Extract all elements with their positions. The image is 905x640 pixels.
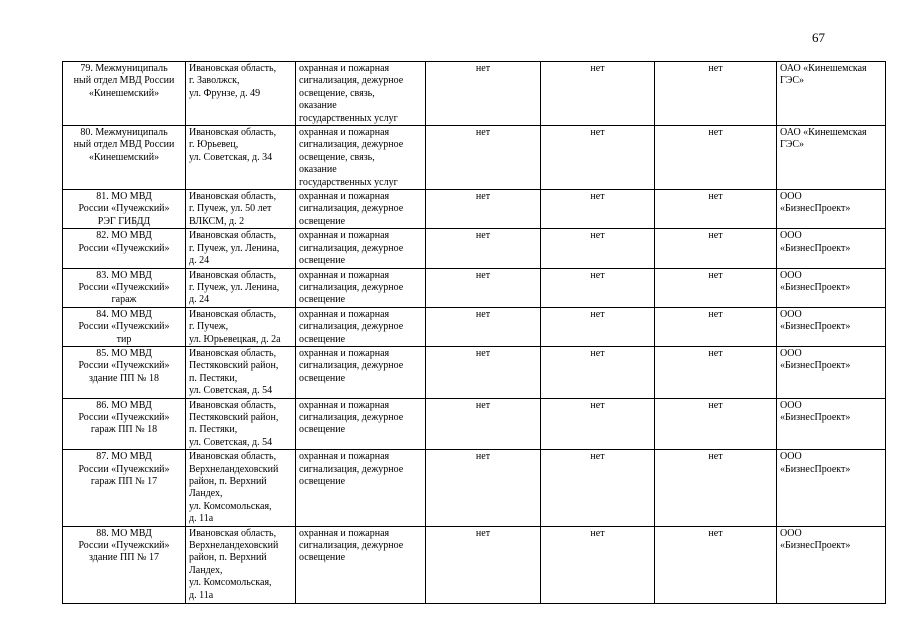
- table-row: [63, 398, 886, 450]
- object-name-cell-text: 88. МО МВД России «Пучежский» здание ПП № 17: [78, 527, 170, 564]
- address-cell-text: Ивановская область, г. Пучеж, ул. Ленина, д. 24: [189, 230, 280, 267]
- equipment-cell-text: охранная и пожарная сигнализация, дежурное освещение: [299, 451, 404, 487]
- address-cell: [186, 307, 296, 346]
- organization-cell: [777, 126, 886, 190]
- organization-cell: [777, 450, 886, 526]
- value-cell-1: [426, 398, 541, 450]
- object-name-cell-text: 85. МО МВД России «Пучежский» здание ПП № 18: [78, 347, 170, 384]
- value-cell-1: [426, 62, 541, 126]
- organization-cell-text: ООО «БизнесПроект»: [780, 308, 851, 333]
- address-cell: [186, 346, 296, 398]
- address-cell-text: Ивановская область, г. Заволжск, ул. Фрунзе, д. 49: [189, 63, 277, 99]
- value-cell-3: [655, 346, 777, 398]
- value-cell-3-text: нет: [708, 347, 723, 359]
- value-cell-1-text: нет: [475, 347, 491, 359]
- value-cell-2: [541, 190, 655, 229]
- value-cell-2: [541, 268, 655, 307]
- value-cell-2-text: нет: [590, 230, 605, 242]
- organization-cell: [777, 398, 886, 450]
- equipment-cell: [296, 268, 426, 307]
- value-cell-3-text: нет: [708, 399, 723, 411]
- object-name-cell: [63, 346, 186, 398]
- objects-table: [62, 61, 886, 604]
- organization-cell: [777, 62, 886, 126]
- value-cell-3-text: нет: [708, 451, 723, 463]
- value-cell-2-text: нет: [590, 527, 605, 539]
- value-cell-2: [541, 526, 655, 603]
- table-row: [63, 268, 886, 307]
- address-cell-text: Ивановская область, г. Пучеж, ул. Юрьевецкая, д. 2а: [189, 308, 281, 345]
- organization-cell-text: ООО «БизнесПроект»: [780, 399, 851, 423]
- address-cell-text: Ивановская область, Пестяковский район, п. Пестяки, ул. Советская, д. 54: [189, 347, 279, 397]
- value-cell-2-text: нет: [590, 127, 605, 139]
- table-row: [63, 346, 886, 398]
- value-cell-3: [655, 126, 777, 190]
- value-cell-1: [426, 346, 541, 398]
- value-cell-2-text: нет: [590, 308, 605, 320]
- table-row: [63, 229, 886, 268]
- organization-cell: [777, 190, 886, 229]
- equipment-cell: [296, 126, 426, 190]
- value-cell-3: [655, 450, 777, 526]
- address-cell-text: Ивановская область, Пестяковский район, п. Пестяки, ул. Советская, д. 54: [189, 399, 279, 448]
- organization-cell: [777, 229, 886, 268]
- value-cell-1: [426, 126, 541, 190]
- organization-cell-text: ООО «БизнесПроект»: [780, 230, 851, 254]
- value-cell-2: [541, 307, 655, 346]
- value-cell-2-text: нет: [590, 269, 605, 281]
- value-cell-1: [426, 450, 541, 526]
- value-cell-3-text: нет: [708, 308, 723, 320]
- object-name-cell-text: 86. МО МВД России «Пучежский» гараж ПП № 18: [78, 399, 170, 436]
- organization-cell: [777, 268, 886, 307]
- equipment-cell: [296, 190, 426, 229]
- organization-cell-text: ОАО «Кинешемская ГЭС»: [780, 127, 867, 151]
- value-cell-1: [426, 526, 541, 603]
- value-cell-1: [426, 190, 541, 229]
- value-cell-3: [655, 398, 777, 450]
- value-cell-3: [655, 526, 777, 603]
- value-cell-1-text: нет: [475, 127, 491, 139]
- organization-cell-text: ООО «БизнесПроект»: [780, 269, 851, 293]
- value-cell-1-text: нет: [475, 308, 491, 320]
- object-name-cell: [63, 526, 186, 603]
- equipment-cell-text: охранная и пожарная сигнализация, дежурное освещение: [299, 269, 404, 306]
- value-cell-2-text: нет: [590, 399, 605, 411]
- object-name-cell: [63, 398, 186, 450]
- equipment-cell: [296, 346, 426, 398]
- value-cell-1-text: нет: [475, 451, 491, 463]
- value-cell-1-text: нет: [475, 399, 491, 411]
- value-cell-2-text: нет: [590, 191, 605, 203]
- equipment-cell-text: охранная и пожарная сигнализация, дежурное освещение: [299, 191, 404, 227]
- value-cell-1: [426, 268, 541, 307]
- organization-cell-text: ОАО «Кинешемская ГЭС»: [780, 63, 867, 87]
- organization-cell: [777, 307, 886, 346]
- value-cell-1-text: нет: [475, 269, 491, 281]
- organization-cell-text: ООО «БизнесПроект»: [780, 191, 851, 215]
- value-cell-3: [655, 229, 777, 268]
- value-cell-2: [541, 229, 655, 268]
- value-cell-2: [541, 62, 655, 126]
- value-cell-1-text: нет: [475, 230, 491, 242]
- table-row: [63, 307, 886, 346]
- address-cell-text: Ивановская область, Верхнеландеховский район, п. Верхний Ландех, ул. Комсомольская, д. 11а: [189, 451, 279, 525]
- value-cell-3-text: нет: [708, 191, 723, 203]
- object-name-cell-text: 87. МО МВД России «Пучежский» гараж ПП № 17: [78, 451, 170, 487]
- object-name-cell-text: 79. Межмуниципаль ный отдел МВД России «Кинешемский»: [73, 63, 175, 99]
- address-cell: [186, 268, 296, 307]
- table-row: [63, 190, 886, 229]
- equipment-cell-text: охранная и пожарная сигнализация, дежурное освещение: [299, 399, 404, 436]
- value-cell-1-text: нет: [475, 527, 491, 539]
- value-cell-3-text: нет: [708, 127, 723, 139]
- object-name-cell-text: 83. МО МВД России «Пучежский» гараж: [78, 269, 170, 306]
- object-name-cell: [63, 307, 186, 346]
- equipment-cell: [296, 307, 426, 346]
- equipment-cell: [296, 398, 426, 450]
- equipment-cell-text: охранная и пожарная сигнализация, дежурное освещение, связь, оказание государственных услуг: [299, 63, 404, 124]
- object-name-cell-text: 80. Межмуниципаль ный отдел МВД России «Кинешемский»: [73, 127, 175, 163]
- address-cell: [186, 62, 296, 126]
- object-name-cell: [63, 450, 186, 526]
- equipment-cell-text: охранная и пожарная сигнализация, дежурное освещение: [299, 308, 404, 345]
- address-cell-text: Ивановская область, г. Пучеж, ул. 50 лет ВЛКСМ, д. 2: [189, 191, 277, 227]
- value-cell-2: [541, 126, 655, 190]
- value-cell-2: [541, 398, 655, 450]
- table-row: [63, 526, 886, 603]
- value-cell-3: [655, 62, 777, 126]
- value-cell-2: [541, 346, 655, 398]
- value-cell-3: [655, 307, 777, 346]
- address-cell-text: Ивановская область, г. Юрьевец, ул. Советская, д. 34: [189, 127, 277, 163]
- value-cell-1: [426, 229, 541, 268]
- object-name-cell: [63, 126, 186, 190]
- organization-cell-text: ООО «БизнесПроект»: [780, 451, 851, 475]
- value-cell-2-text: нет: [590, 347, 605, 359]
- value-cell-2-text: нет: [590, 451, 605, 463]
- equipment-cell: [296, 450, 426, 526]
- address-cell: [186, 126, 296, 190]
- object-name-cell-text: 82. МО МВД России «Пучежский»: [78, 230, 170, 254]
- address-cell-text: Ивановская область, г. Пучеж, ул. Ленина, д. 24: [189, 269, 280, 306]
- equipment-cell: [296, 229, 426, 268]
- address-cell-text: Ивановская область, Верхнеландеховский район, п. Верхний Ландех, ул. Комсомольская, д. 11а: [189, 527, 279, 601]
- object-name-cell: [63, 268, 186, 307]
- value-cell-1-text: нет: [475, 191, 491, 203]
- value-cell-2-text: нет: [590, 63, 605, 74]
- page-number: 67: [812, 30, 825, 45]
- organization-cell-text: ООО «БизнесПроект»: [780, 527, 851, 552]
- address-cell: [186, 450, 296, 526]
- value-cell-1-text: нет: [475, 63, 491, 74]
- object-name-cell: [63, 62, 186, 126]
- value-cell-3-text: нет: [708, 269, 723, 281]
- equipment-cell-text: охранная и пожарная сигнализация, дежурное освещение: [299, 347, 404, 384]
- value-cell-1: [426, 307, 541, 346]
- table-row: [63, 450, 886, 526]
- address-cell: [186, 526, 296, 603]
- object-name-cell: [63, 190, 186, 229]
- equipment-cell-text: охранная и пожарная сигнализация, дежурное освещение: [299, 527, 404, 564]
- value-cell-3: [655, 268, 777, 307]
- value-cell-2: [541, 450, 655, 526]
- equipment-cell-text: охранная и пожарная сигнализация, дежурное освещение, связь, оказание государственных услуг: [299, 127, 404, 188]
- object-name-cell-text: 84. МО МВД России «Пучежский» тир: [78, 308, 170, 345]
- address-cell: [186, 229, 296, 268]
- object-name-cell-text: 81. МО МВД России «Пучежский» РЭГ ГИБДД: [78, 191, 170, 227]
- value-cell-3-text: нет: [708, 63, 723, 74]
- object-name-cell: [63, 229, 186, 268]
- equipment-cell: [296, 62, 426, 126]
- table-row: [63, 126, 886, 190]
- organization-cell: [777, 526, 886, 603]
- table-row: [63, 62, 886, 126]
- value-cell-3-text: нет: [708, 230, 723, 242]
- organization-cell-text: ООО «БизнесПроект»: [780, 347, 851, 372]
- value-cell-3: [655, 190, 777, 229]
- organization-cell: [777, 346, 886, 398]
- value-cell-3-text: нет: [708, 527, 723, 539]
- equipment-cell: [296, 526, 426, 603]
- equipment-cell-text: охранная и пожарная сигнализация, дежурное освещение: [299, 230, 404, 267]
- address-cell: [186, 190, 296, 229]
- address-cell: [186, 398, 296, 450]
